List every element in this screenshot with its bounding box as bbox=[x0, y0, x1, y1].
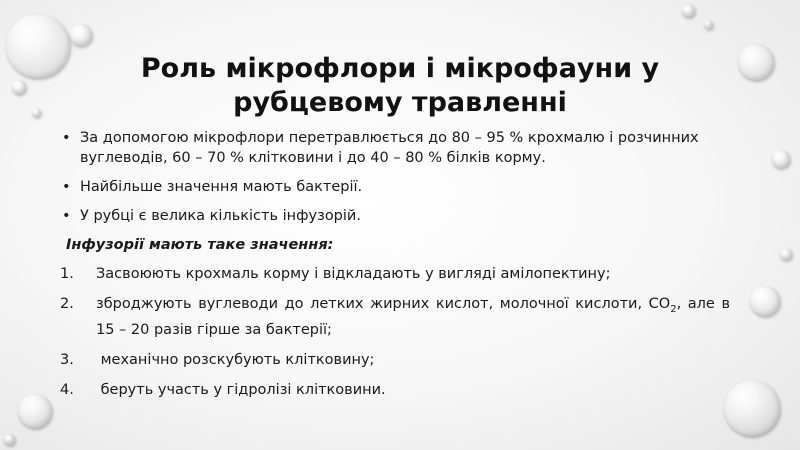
water-drop bbox=[750, 286, 780, 316]
water-drop bbox=[704, 20, 713, 29]
numbered-item bbox=[60, 294, 730, 340]
item-number: 1. bbox=[60, 266, 74, 282]
item-number: 3. bbox=[60, 351, 74, 368]
item-text: Засвоюють крохмаль корму і відкладають у вигляді амілопектину; bbox=[96, 266, 611, 282]
water-drop bbox=[682, 4, 695, 17]
numbered-item bbox=[60, 350, 730, 370]
water-drop bbox=[4, 434, 15, 445]
item-text-part: , але в 15 – 20 разів гірше за бактерії; bbox=[96, 296, 731, 338]
item-number: 4. bbox=[60, 381, 74, 398]
item-text: беруть участь у гідролізі клітковини. bbox=[96, 381, 386, 398]
subscript: 2 bbox=[670, 303, 677, 315]
item-text: механічно розскубують клітковину; bbox=[96, 351, 375, 368]
bullet-item: • За допомогою мікрофлори перетравлюється до 80 – 95 % крохмалю і розчинних вуглеводів, 60 – 70 % клітковини і до 40 – 80 % білків корму. bbox=[60, 128, 730, 168]
bullet-item: • Найбільше значення мають бактерії. bbox=[60, 177, 730, 197]
bullet-item: • У рубці є велика кількість інфузорій. bbox=[60, 206, 730, 226]
water-drop bbox=[70, 24, 92, 46]
water-drop bbox=[18, 394, 52, 428]
item-text-part: зброджують вуглеводи до летких жирних кислот, молочної кислоти, CO bbox=[96, 296, 671, 312]
slide-title-line2: рубцевому травленні bbox=[233, 87, 567, 118]
numbered-item bbox=[60, 380, 730, 400]
item-text bbox=[96, 296, 730, 338]
subheading: Інфузорії мають таке значення: bbox=[66, 237, 334, 253]
water-drop bbox=[724, 380, 780, 436]
water-drop bbox=[772, 150, 790, 168]
water-drop bbox=[780, 248, 792, 260]
slide-body bbox=[60, 128, 730, 410]
slide-title bbox=[0, 52, 800, 120]
item-number: 2. bbox=[60, 296, 74, 312]
slide-title-line1: Роль мікрофлори і мікрофауни у bbox=[140, 53, 660, 84]
numbered-item bbox=[60, 264, 730, 284]
